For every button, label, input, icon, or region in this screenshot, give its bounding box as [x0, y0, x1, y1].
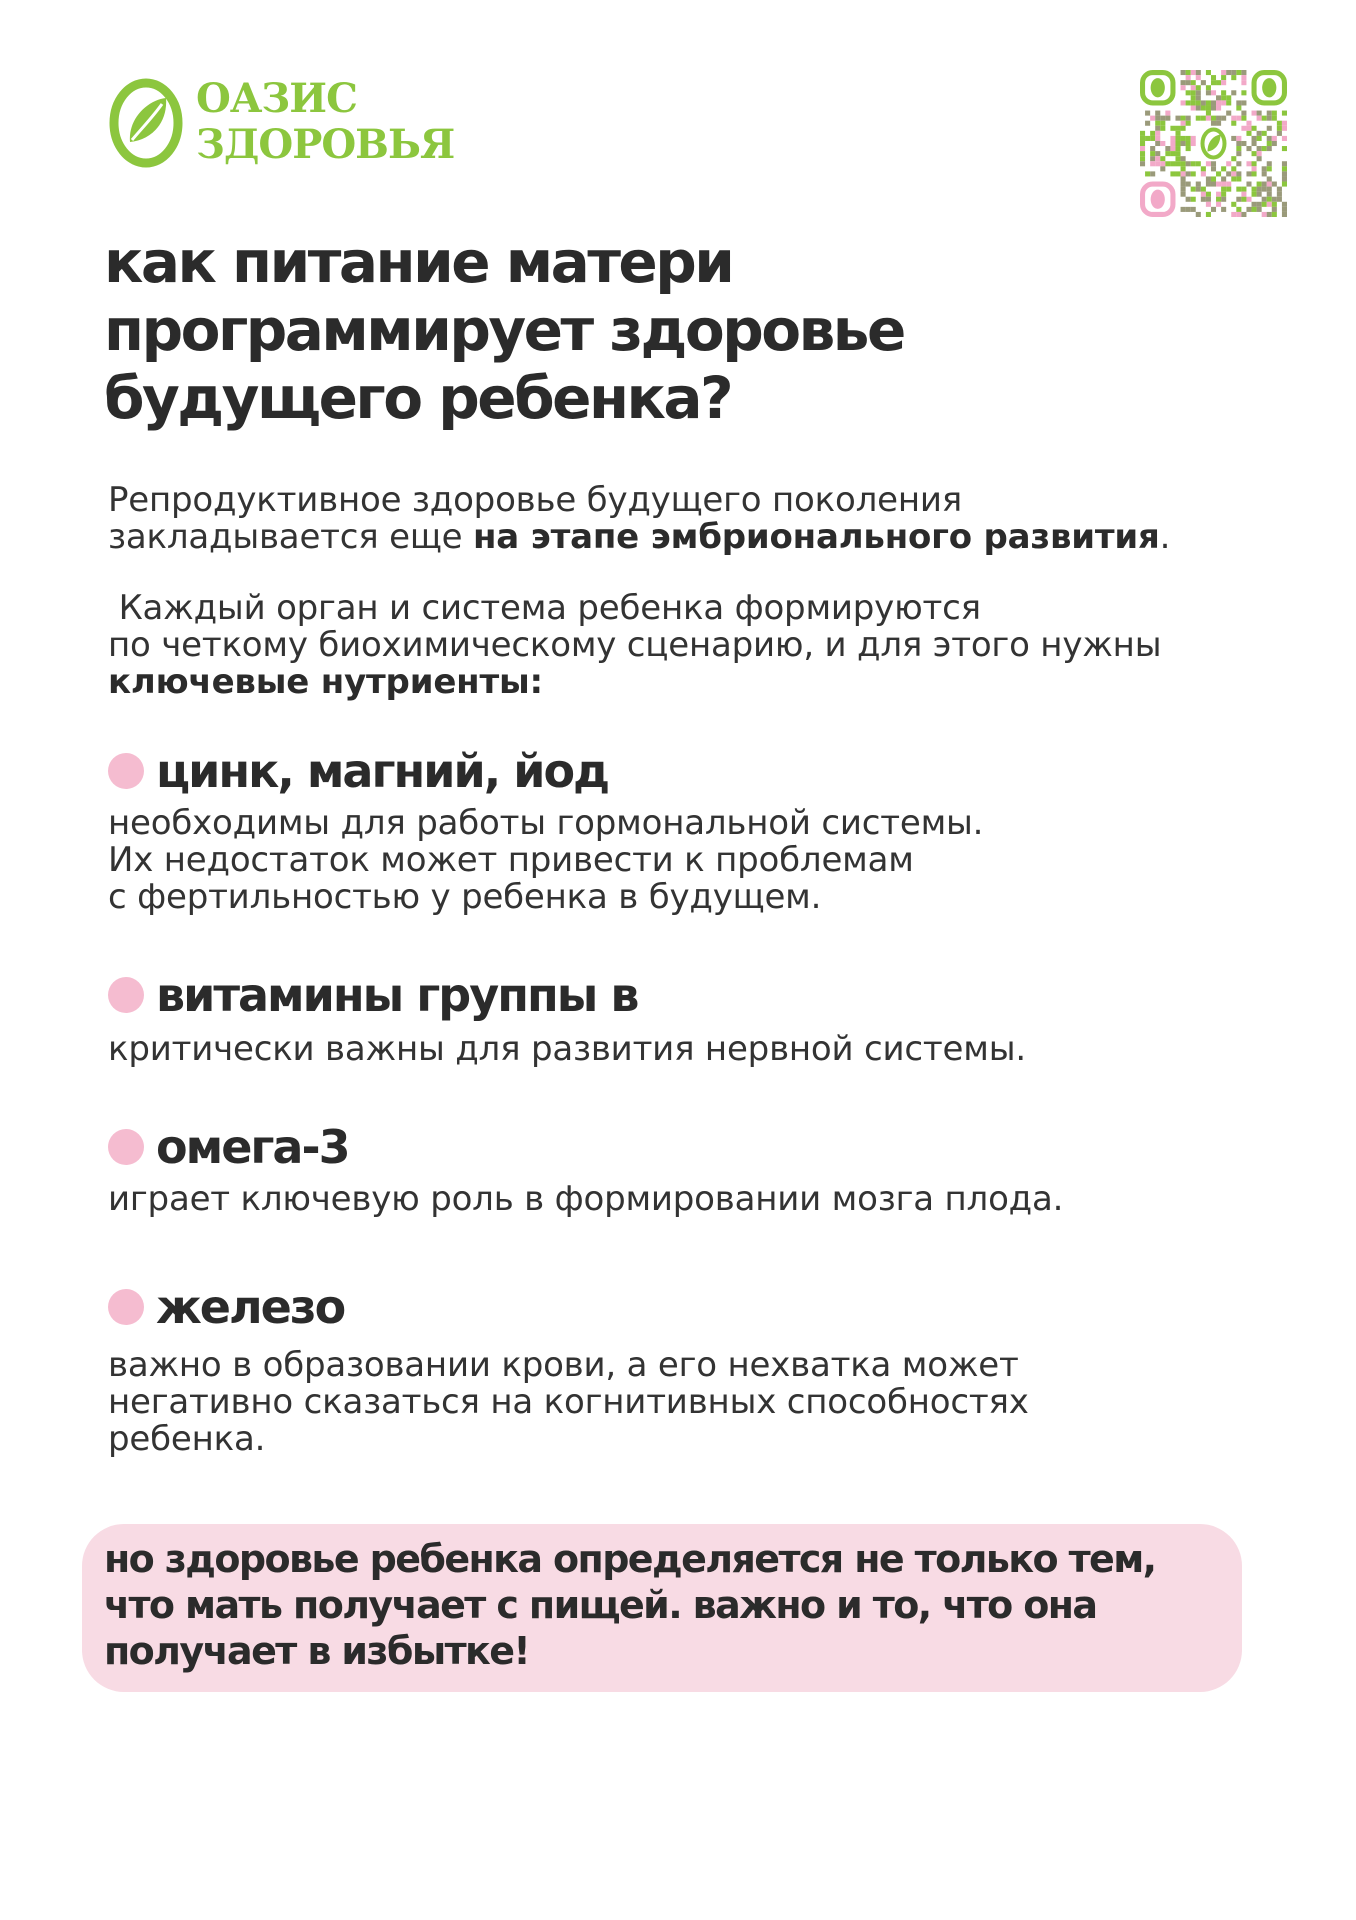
nutrient-description-line: Их недостаток может привести к проблемам [108, 840, 914, 880]
nutrient-description [108, 1031, 1288, 1068]
callout-box [82, 1524, 1242, 1692]
nutrient-description-line: важно в образовании крови, а его нехватка может [108, 1345, 1019, 1385]
page-title [104, 228, 1204, 432]
nutrient-heading [108, 1120, 349, 1174]
intro-line: Репродуктивное здоровье будущего поколения [108, 480, 963, 520]
nutrient-description-line: ребенка. [108, 1419, 266, 1459]
intro-highlight: на этапе эмбрионального развития [473, 517, 1160, 557]
callout-line: получает в избытке! [104, 1629, 530, 1673]
brand-name-line2: ЗДОРОВЬЯ [196, 121, 455, 168]
nutrients-intro-line: по четкому биохимическому сценарию, и для этого нужны [108, 625, 1162, 665]
qr-code-image [1140, 70, 1287, 217]
nutrient-description-line: с фертильностью у ребенка в будущем. [108, 877, 822, 917]
callout-line: но здоровье ребенка определяется не только тем, [104, 1537, 1156, 1581]
nutrient-title: железо [156, 1280, 345, 1334]
bullet-dot-icon [108, 977, 144, 1013]
nutrient-heading [108, 968, 638, 1022]
leaf-icon [108, 78, 184, 168]
nutrient-description-line: негативно сказаться на когнитивных способностях [108, 1382, 1029, 1422]
nutrients-intro-line: Каждый орган и система ребенка формируются [108, 588, 981, 628]
nutrients-intro-paragraph [108, 590, 1288, 701]
title-line: будущего ребенка? [104, 364, 732, 432]
nutrients-intro-line [108, 664, 1288, 701]
nutrient-heading [108, 744, 608, 798]
bullet-dot-icon [108, 753, 144, 789]
brand-name [196, 76, 454, 168]
nutrient-title: витамины группы в [156, 968, 638, 1022]
nutrient-title: цинк, магний, йод [156, 744, 609, 798]
intro-paragraph [108, 482, 1288, 556]
brand-name-line1: ОАЗИС [196, 75, 357, 122]
qr-code[interactable] [1140, 70, 1287, 217]
nutrient-title: омега-3 [156, 1120, 349, 1174]
brand-logo [108, 75, 455, 170]
nutrient-description-line: необходимы для работы гормональной системы. [108, 803, 984, 843]
callout-line: что мать получает с пищей. важно и то, что она [104, 1583, 1097, 1627]
intro-line [108, 519, 1288, 556]
nutrient-description-line: критически важны для развития нервной системы. [108, 1029, 1026, 1069]
nutrients-intro-highlight: ключевые нутриенты: [108, 662, 543, 702]
title-line: программирует здоровье [104, 296, 904, 364]
nutrient-description [108, 805, 1288, 916]
bullet-dot-icon [108, 1129, 144, 1165]
callout-text [104, 1536, 1234, 1674]
intro-line-prefix: закладывается еще [108, 517, 473, 557]
nutrient-description [108, 1181, 1288, 1218]
nutrient-description-line: играет ключевую роль в формировании мозга плода. [108, 1179, 1064, 1219]
bullet-dot-icon [108, 1289, 144, 1325]
nutrient-heading [108, 1280, 344, 1334]
title-line: как питание матери [104, 228, 733, 296]
nutrient-description [108, 1347, 1288, 1458]
intro-line-suffix: . [1159, 517, 1171, 557]
